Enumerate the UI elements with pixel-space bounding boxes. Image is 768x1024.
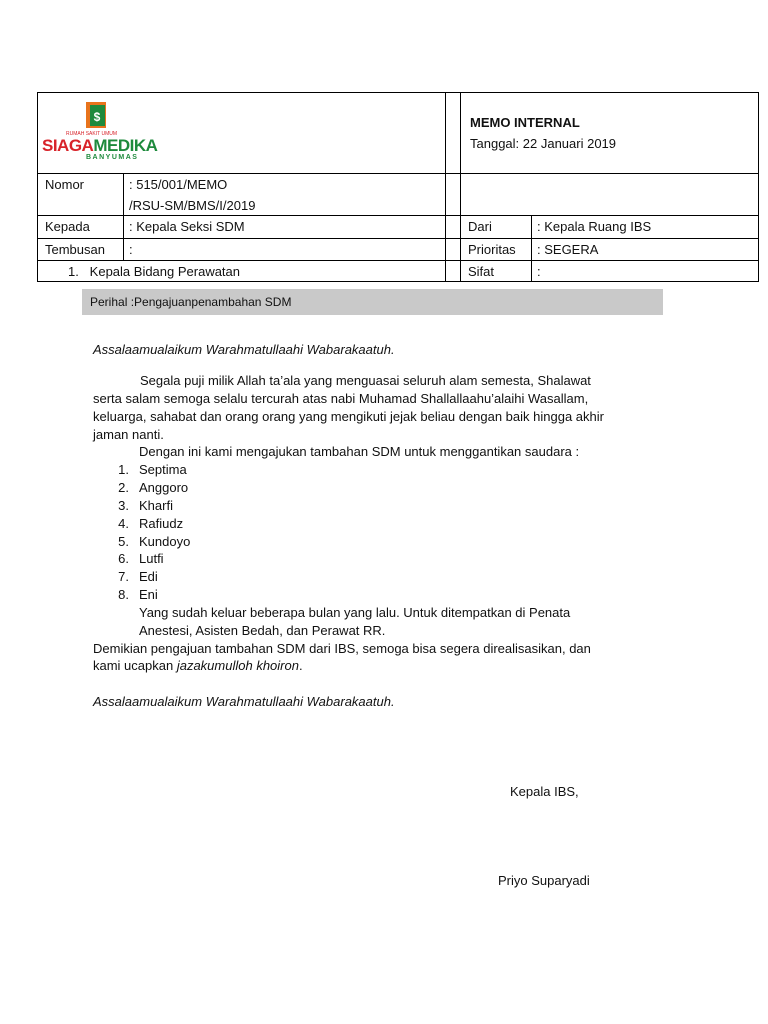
prioritas-value: : SEGERA [537, 242, 599, 257]
nomor-label: Nomor [45, 177, 85, 192]
closing: Assalaamualaikum Warahmatullaahi Wabarakaatuh. [93, 694, 395, 709]
para4-line2 [93, 657, 303, 675]
para1-line3: keluarga, sahabat dan orang orang yang mengikuti jejak beliau dengan baik hingga akhir [93, 409, 604, 424]
list-item-name: Rafiudz [139, 516, 184, 531]
list-item-number: 1. [118, 462, 129, 477]
logo-brand-siaga: SIAGA [42, 136, 94, 155]
tembusan-item: 1. Kepala Bidang Perawatan [68, 264, 241, 279]
list-item-name: Septima [139, 462, 187, 477]
logo-location: BANYUMAS [86, 154, 139, 161]
para3-line2: Anestesi, Asisten Bedah, dan Perawat RR. [139, 623, 386, 638]
list-item-name: Edi [139, 569, 158, 584]
para3-line1: Yang sudah keluar beberapa bulan yang lalu. Untuk ditempatkan di Penata [139, 605, 571, 620]
perihal-text: Perihal :Pengajuanpenambahan SDM [90, 295, 292, 309]
list-item-number: 5. [118, 534, 129, 549]
dari-value: : Kepala Ruang IBS [537, 219, 652, 234]
list-item-name: Kharfi [139, 498, 173, 513]
nomor-value-line1: : 515/001/MEMO [129, 177, 228, 192]
list-item-name: Eni [139, 587, 158, 602]
para4-suffix: . [298, 658, 303, 673]
nomor-value-line2: /RSU-SM/BMS/I/2019 [129, 198, 256, 213]
logo-brand-medika: MEDIKA [93, 136, 158, 155]
list-item-name: Anggoro [139, 480, 189, 495]
memo-title: MEMO INTERNAL [470, 115, 580, 130]
logo-brand [42, 137, 157, 155]
greeting: Assalaamualaikum Warahmatullaahi Wabarakaatuh. [93, 342, 395, 357]
para4-line1: Demikian pengajuan tambahan SDM dari IBS, semoga bisa segera direalisasikan, dan [93, 641, 591, 656]
list-item-name: Lutfi [139, 551, 164, 566]
list-item-number: 2. [118, 480, 129, 495]
list-item-number: 8. [118, 587, 129, 602]
svg-text:$: $ [93, 110, 101, 124]
para4-italic: jazakumulloh khoiron [176, 658, 299, 673]
tembusan-label: Tembusan [45, 242, 105, 257]
para4-prefix: kami ucapkan [93, 658, 177, 673]
kepada-value: : Kepala Seksi SDM [129, 219, 245, 234]
dari-label: Dari [468, 219, 492, 234]
para2: Dengan ini kami mengajukan tambahan SDM untuk menggantikan saudara : [139, 444, 580, 459]
list-item-number: 3. [118, 498, 129, 513]
sifat-value: : [537, 264, 541, 279]
signature-name: Priyo Suparyadi [498, 873, 590, 888]
list-item-number: 4. [118, 516, 129, 531]
list-item-number: 6. [118, 551, 129, 566]
signature-title: Kepala IBS, [510, 784, 579, 799]
list-item-number: 7. [118, 569, 129, 584]
kepada-label: Kepada [45, 219, 90, 234]
para1-line4: jaman nanti. [93, 427, 164, 442]
prioritas-label: Prioritas [468, 242, 516, 257]
list-item-name: Kundoyo [139, 534, 191, 549]
para1-line2: serta salam semoga selalu tercurah atas nabi Muhamad Shallallaahu’alaihi Wasallam, [93, 391, 589, 406]
memo-date: Tanggal: 22 Januari 2019 [470, 136, 617, 151]
para1-line1: Segala puji milik Allah ta’ala yang menguasai seluruh alam semesta, Shalawat [140, 373, 591, 388]
tembusan-value: : [129, 242, 133, 257]
hospital-logo [42, 100, 162, 160]
logo-small-text: RUMAH SAKIT UMUM [66, 131, 118, 137]
sifat-label: Sifat [468, 264, 495, 279]
